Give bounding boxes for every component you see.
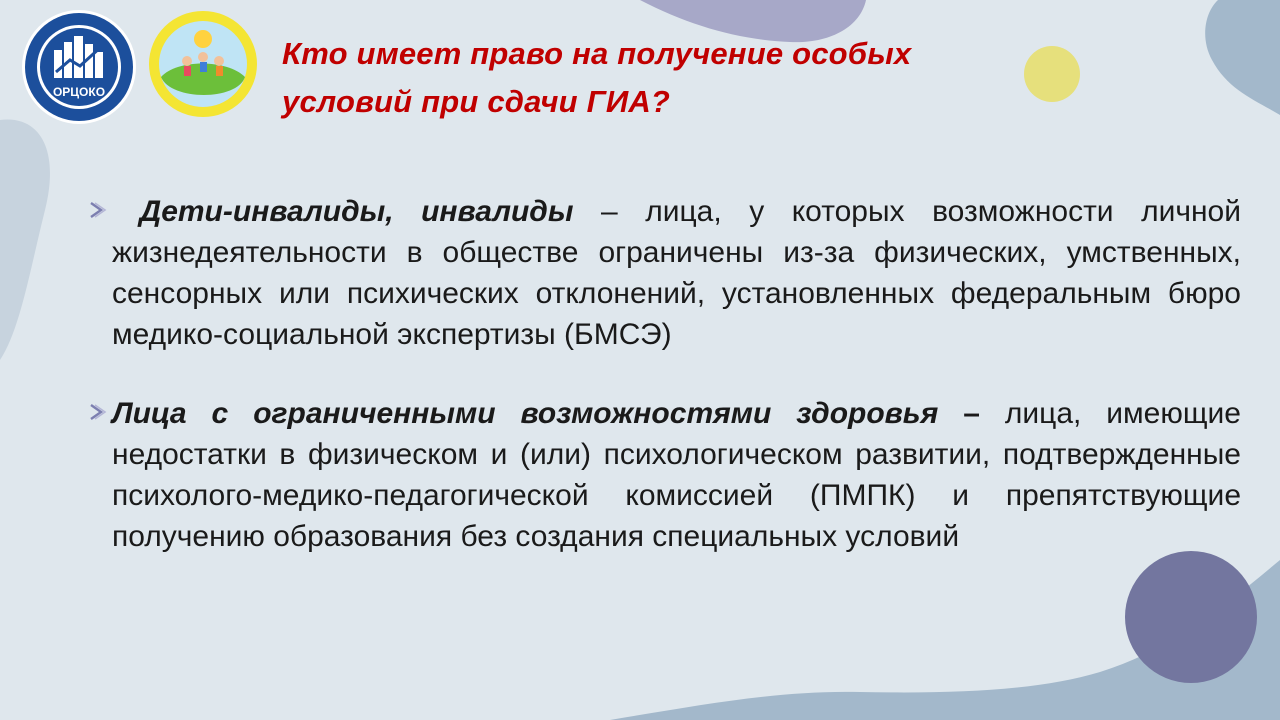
orcoko-logo bbox=[20, 8, 138, 126]
bullet-paragraph bbox=[112, 191, 1241, 355]
slide-title bbox=[282, 30, 1082, 126]
slide-title-line-1: Кто имеет право на получение особых bbox=[282, 36, 912, 71]
orcoko-logo-text: ОРЦОКО bbox=[52, 85, 106, 99]
slide-title-line-2: условий при сдачи ГИА? bbox=[282, 84, 671, 119]
bullet-list bbox=[86, 191, 1241, 557]
bullet-text: лица, имеющие недостатки в физическом и (или) психологическом развитии, подтвержденные психолого-медико-педагогической комиссией (ПМПК) и препятствующие получению образования без создания специальных условий bbox=[112, 397, 1241, 553]
bullet-dash: – bbox=[938, 397, 1005, 430]
bottom-right-purple-circle bbox=[1125, 551, 1257, 683]
bullet-term: Лица с ограниченными возможностями здоровья bbox=[112, 397, 939, 430]
bullet-arrow-icon bbox=[86, 199, 108, 221]
bullet-item-disabled bbox=[86, 191, 1241, 355]
bullet-term: Дети-инвалиды, инвалиды bbox=[139, 195, 574, 228]
bullet-item-limited-health bbox=[86, 393, 1241, 557]
bullet-paragraph bbox=[112, 393, 1241, 557]
kids-center-logo bbox=[147, 9, 259, 119]
bullet-arrow-icon bbox=[86, 401, 108, 423]
bullet-text: – лица, у которых возможности личной жизнедеятельности в обществе ограничены из-за физических, умственных, сенсорных или психических отклонений, установленных федеральным бюро медико-социальной экспертизы (БМСЭ) bbox=[112, 195, 1241, 351]
